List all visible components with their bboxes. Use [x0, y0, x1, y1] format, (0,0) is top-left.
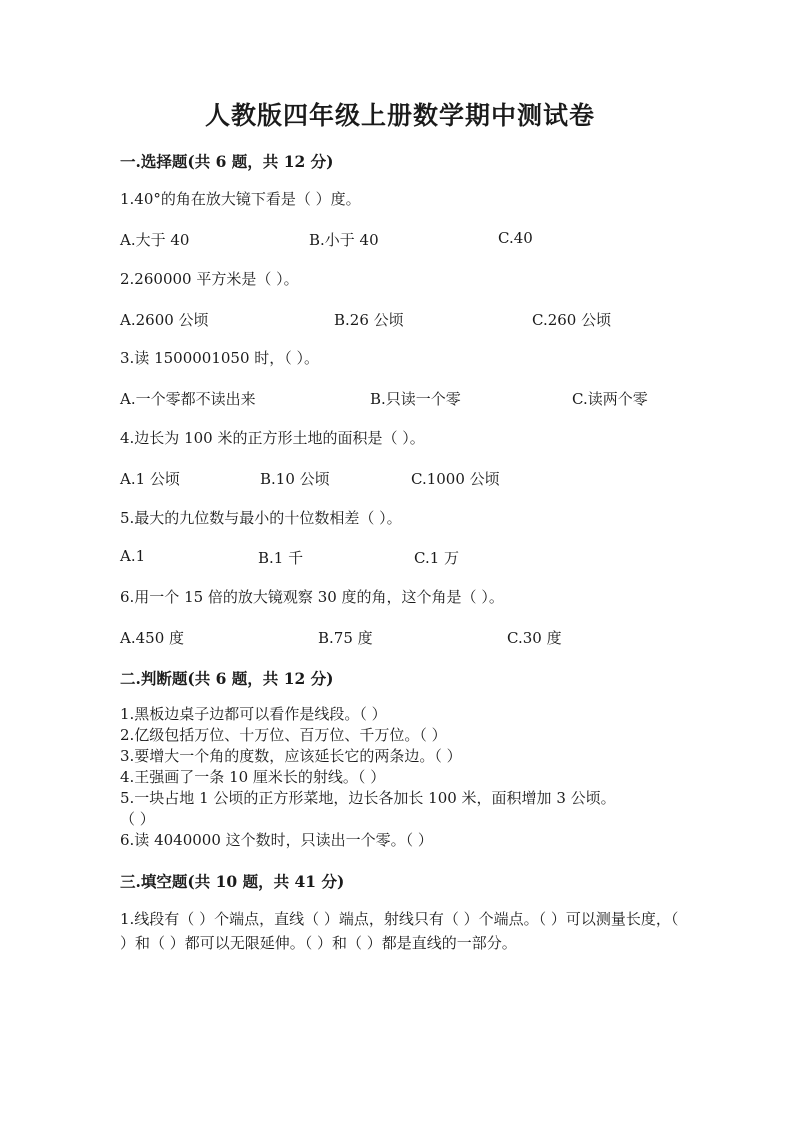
- page-title: 人教版四年级上册数学期中测试卷: [204, 101, 595, 130]
- choice-question-2: 2.260000 平方米是（ ）。: [120, 270, 299, 288]
- section-heading-judge: 二.判断题(共 6 题，共 12 分): [120, 669, 334, 688]
- choice-5-option-a: A.1: [120, 547, 146, 565]
- judge-item-6: 6.读 4040000 这个数时，只读出一个零。（ ）: [120, 831, 433, 849]
- choice-5-option-b: B.1 千: [258, 549, 304, 567]
- choice-question-5: 5.最大的九位数与最小的十位数相差（ ）。: [120, 509, 402, 527]
- choice-4-option-b: B.10 公顷: [260, 470, 330, 488]
- choice-3-option-b: B.只读一个零: [370, 390, 461, 408]
- choice-1-option-a: A.大于 40: [120, 231, 190, 249]
- choice-1-option-b: B.小于 40: [309, 231, 379, 249]
- choice-3-option-c: C.读两个零: [572, 390, 648, 408]
- choice-question-3: 3.读 1500001050 时，（ ）。: [120, 349, 320, 367]
- choice-6-option-a: A.450 度: [120, 629, 184, 647]
- choice-3-option-a: A.一个零都不读出来: [120, 390, 256, 408]
- choice-4-option-a: A.1 公顷: [120, 470, 180, 488]
- choice-question-4: 4.边长为 100 米的正方形土地的面积是（ ）。: [120, 429, 425, 447]
- section-heading-fill: 三.填空题(共 10 题，共 41 分): [120, 872, 345, 891]
- choice-2-option-a: A.2600 公顷: [120, 311, 209, 329]
- judge-item-2: 2.亿级包括万位、十万位、百万位、千万位。（ ）: [120, 726, 447, 744]
- judge-item-5: 5.一块占地 1 公顷的正方形菜地，边长各加长 100 米，面积增加 3 公顷。: [120, 789, 616, 807]
- judge-item-5-blank: （ ）: [120, 810, 155, 828]
- fill-question-1: 1.线段有（ ）个端点，直线（ ）端点，射线只有（ ）个端点。（ ）可以测量长度，（ ）和（ ）都可以无限延伸。（ ）和（ ）都是直线的一部分。: [120, 910, 679, 952]
- section-heading-choice: 一.选择题(共 6 题，共 12 分): [120, 152, 334, 171]
- judge-item-3: 3.要增大一个角的度数，应该延长它的两条边。（ ）: [120, 747, 462, 765]
- judge-item-4: 4.王强画了一条 10 厘米长的射线。（ ）: [120, 768, 386, 786]
- choice-1-option-c: C.40: [498, 229, 533, 247]
- choice-5-option-c: C.1 万: [414, 549, 460, 567]
- choice-4-option-c: C.1000 公顷: [411, 470, 500, 488]
- choice-6-option-b: B.75 度: [318, 629, 373, 647]
- choice-6-option-c: C.30 度: [507, 629, 562, 647]
- choice-question-1: 1.40°的角在放大镜下看是（ ）度。: [120, 190, 361, 208]
- judge-item-1: 1.黑板边桌子边都可以看作是线段。（ ）: [120, 705, 387, 723]
- choice-2-option-b: B.26 公顷: [334, 311, 404, 329]
- choice-question-6: 6.用一个 15 倍的放大镜观察 30 度的角，这个角是（ ）。: [120, 588, 504, 606]
- choice-2-option-c: C.260 公顷: [532, 311, 612, 329]
